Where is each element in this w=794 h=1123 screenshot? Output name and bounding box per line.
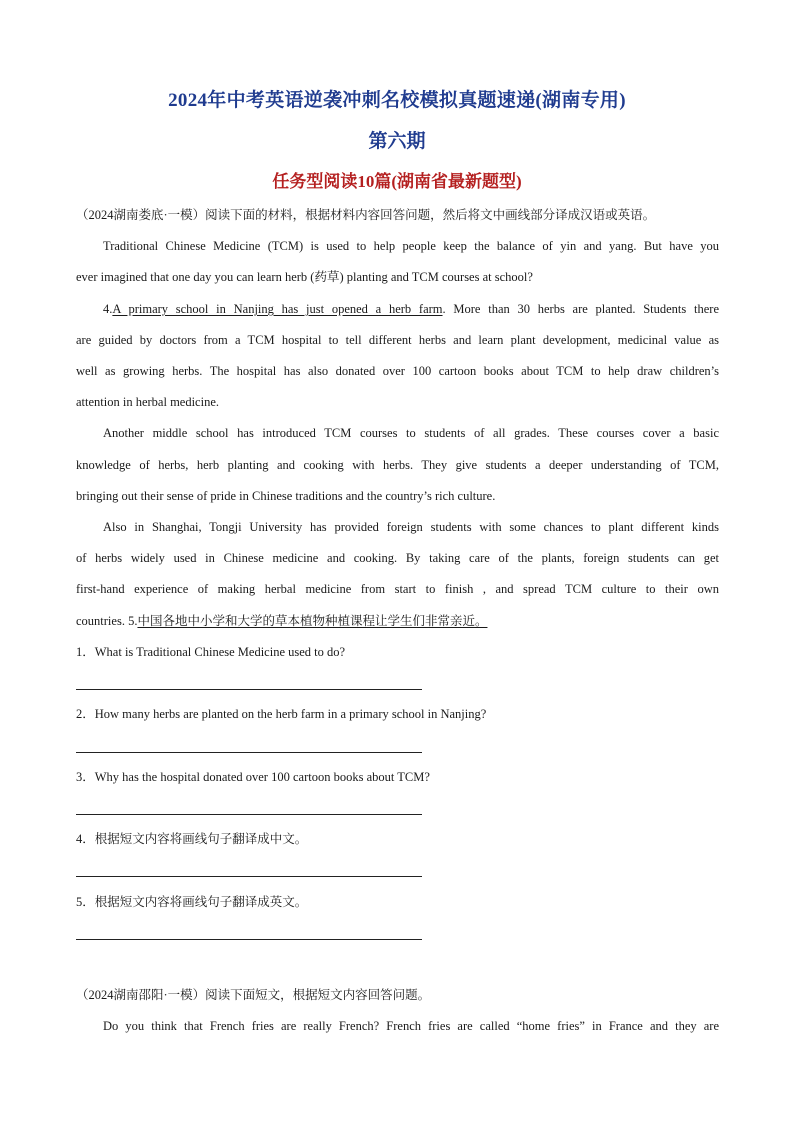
- p2-line1-rest: . More than 30 herbs are planted. Students there: [442, 302, 719, 316]
- underlined-sentence-5: 中国各地中小学和大学的草本植物种植课程让学生们非常亲近。: [137, 614, 488, 628]
- question-4-marker: 4.: [103, 302, 113, 316]
- p4-line4: [76, 606, 719, 637]
- section-title: 任务型阅读10篇(湖南省最新题型): [272, 172, 522, 191]
- answer-line-1[interactable]: [76, 689, 422, 690]
- answer-line-5[interactable]: [76, 939, 422, 940]
- issue-subtitle: 第六期: [368, 131, 426, 152]
- question-4: 4．根据短文内容将画线句子翻译成中文。: [76, 832, 308, 846]
- p2-line3: well as growing herbs. The hospital has also donated over 100 cartoon books about TCM to help draw children’s: [76, 364, 719, 378]
- question-3: 3．Why has the hospital donated over 100 cartoon books about TCM?: [76, 770, 430, 784]
- answer-line-3[interactable]: [76, 814, 422, 815]
- page-title: 2024年中考英语逆袭冲刺名校模拟真题速递(湖南专用): [168, 90, 626, 111]
- question-2: 2．How many herbs are planted on the herb farm in a primary school in Nanjing?: [76, 707, 487, 721]
- p1-line1: Traditional Chinese Medicine (TCM) is used to help people keep the balance of yin and yang. But have you: [103, 239, 719, 253]
- passage1-source: （2024湖南娄底·一模）阅读下面的材料，根据材料内容回答问题，然后将文中画线部分译成汉语或英语。: [76, 208, 656, 222]
- p2-line1: [103, 294, 719, 325]
- answer-line-4[interactable]: [76, 876, 422, 877]
- p3-line1: Another middle school has introduced TCM courses to students of all grades. These courses cover a basic: [103, 426, 719, 440]
- p4-line1: Also in Shanghai, Tongji University has provided foreign students with some chances to plant different kinds: [103, 520, 719, 534]
- p3-line3: bringing out their sense of pride in Chinese traditions and the country’s rich culture.: [76, 489, 496, 503]
- question-1: 1．What is Traditional Chinese Medicine used to do?: [76, 645, 346, 659]
- question-5: 5．根据短文内容将画线句子翻译成英文。: [76, 895, 308, 909]
- p1-line2: ever imagined that one day you can learn herb (药草) planting and TCM courses at school?: [76, 270, 533, 284]
- answer-line-2[interactable]: [76, 752, 422, 753]
- p3-line2: knowledge of herbs, herb planting and cooking with herbs. They give students a deeper understanding of TCM,: [76, 458, 719, 472]
- p2-line4: attention in herbal medicine.: [76, 395, 220, 409]
- p4-line2: of herbs widely used in Chinese medicine and cooking. By taking care of the plants, foreign students can get: [76, 551, 719, 565]
- passage2-source: （2024湖南邵阳·一模）阅读下面短文，根据短文内容回答问题。: [76, 988, 431, 1002]
- p4-line4-start: countries. 5.: [76, 614, 138, 628]
- p2-line2: are guided by doctors from a TCM hospital to tell different herbs and learn plant development, medicinal value as: [76, 333, 719, 347]
- underlined-sentence-4: A primary school in Nanjing has just opened a herb farm: [112, 302, 443, 316]
- p4-line3: first-hand experience of making herbal medicine from start to finish , and spread TCM culture to their own: [76, 582, 719, 596]
- passage2-p1-line1: Do you think that French fries are really French? French fries are called “home fries” in France and they are: [103, 1019, 719, 1033]
